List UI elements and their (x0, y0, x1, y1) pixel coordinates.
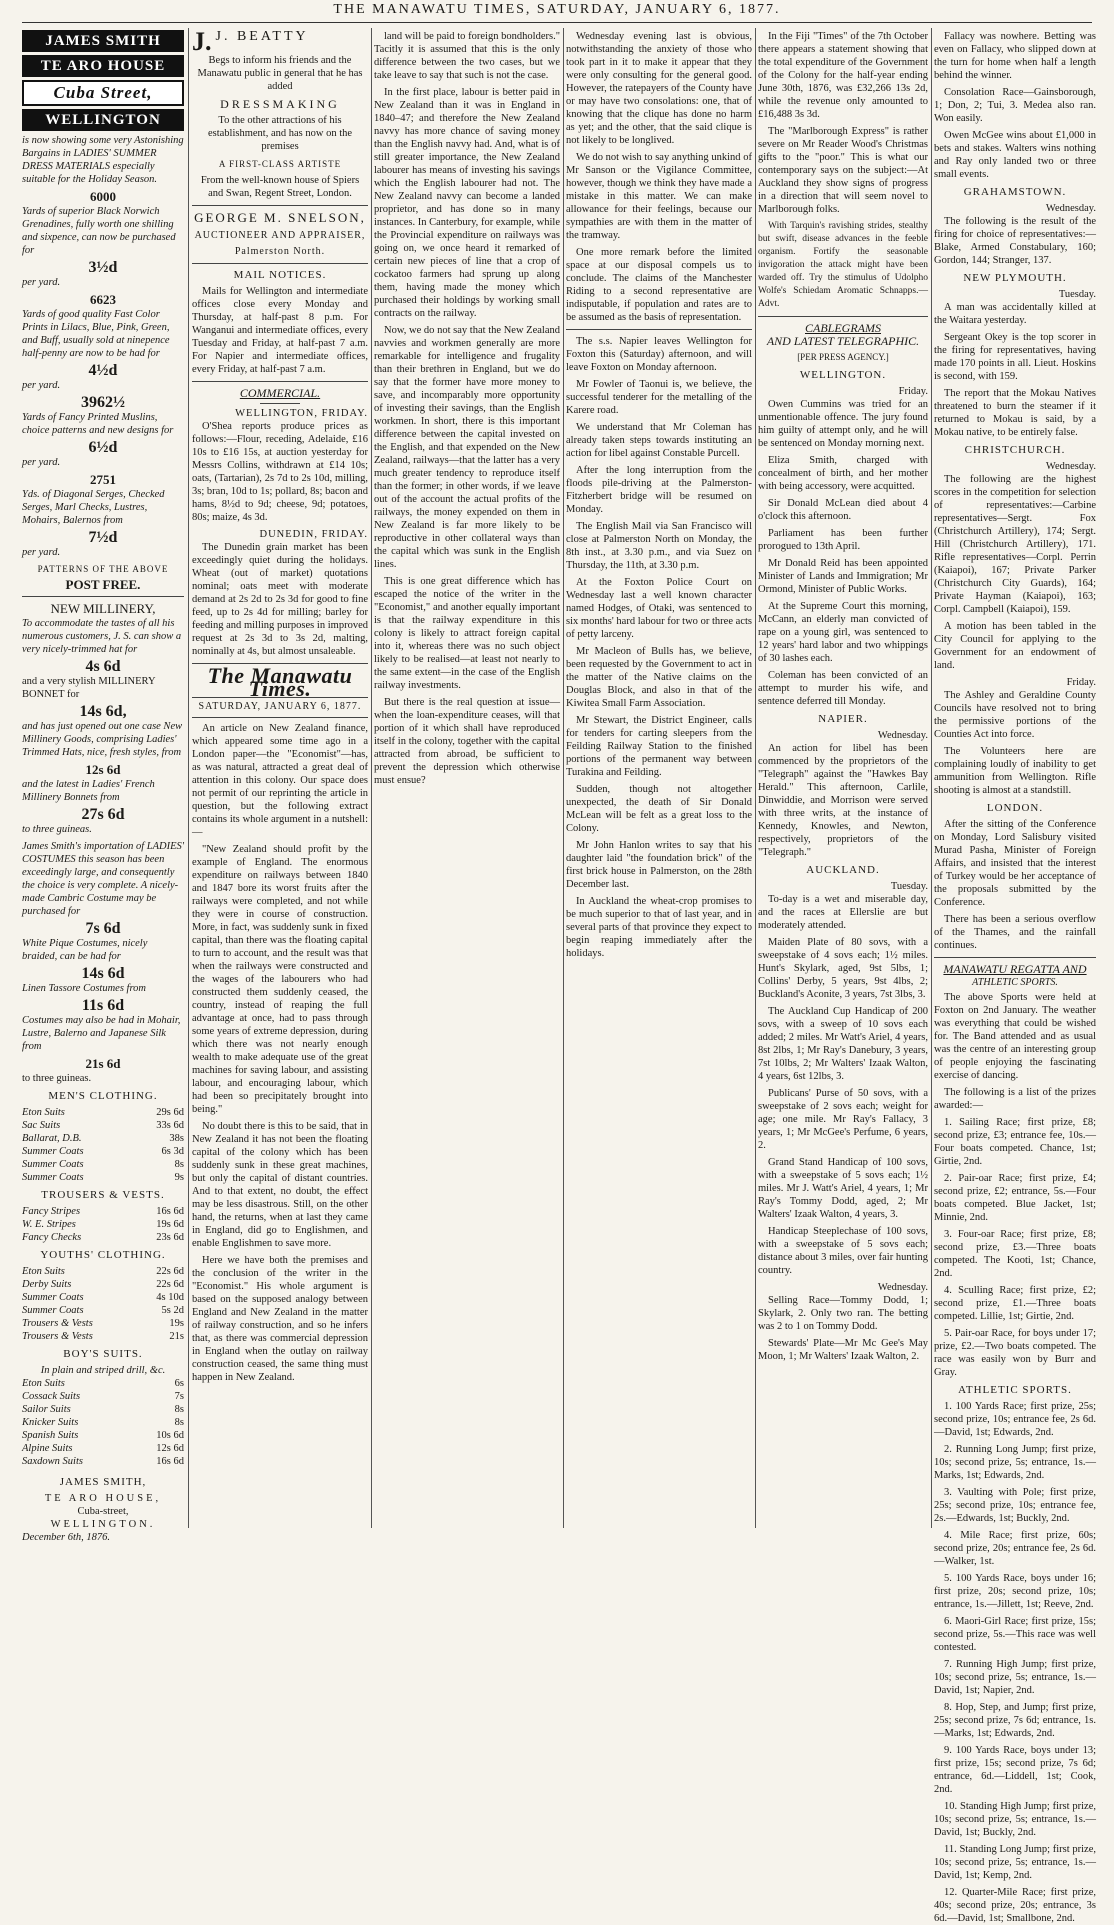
result-item: 1. Sailing Race; first prize, £8; second prize, £3; entrance fee, 10s.—Four boats competed. Chance, 1st; Girtie, 2nd. (934, 1117, 1096, 1167)
cable-heading: CABLEGRAMS (805, 321, 881, 335)
price-value: 6s (174, 1378, 184, 1389)
beatty-text: From the well-known house of Spiers and Swan, Regent Street, London. (200, 175, 360, 199)
sports-list (934, 1400, 1096, 1925)
telegram: The following is the result of the firing for choice of representatives:—Blake, Armed Constabulary, 160; Gordon, 144; Stranger, 137. (934, 216, 1096, 266)
price-row (22, 1377, 184, 1390)
price-row (22, 1442, 184, 1455)
price-row (22, 1171, 184, 1184)
telegram: Sir Donald McLean died about 4 o'clock this afternoon. (758, 498, 928, 522)
ad-description: Yards of good quality Fast Color Prints in Lilacs, Blue, Pink, Green, and Buff, usually sold at ninepence half-penny are now to be had for (22, 309, 170, 359)
news-item: Mr Stewart, the District Engineer, calls for tenders for carting sleepers from the Feilding Railway Station to the finished portions of the permanent way between Turakina and Feilding. (566, 715, 752, 778)
ad-post-free: POST FREE. (65, 577, 141, 592)
ad-millinery-desc: and a very stylish MILLINERY BONNET for (22, 676, 156, 700)
divider (22, 596, 184, 597)
price-value: 6s 3d (161, 1146, 184, 1157)
telegram: Publicans' Purse of 50 sovs, with a sweepstake of 2 sovs each; weight for age; one mile. Mr Ray's Fallacy, 3 years, 1; Mr McGee's Perfume, 6 years, 2. (758, 1088, 928, 1151)
divider (192, 381, 368, 382)
price-row (22, 1403, 184, 1416)
telegram: A motion has been tabled in the City Council for applying to the Government for an endowment of land. (934, 621, 1096, 671)
place-heading: CHRISTCHURCH. (964, 444, 1066, 456)
ad-intro: is now showing some very Astonishing Bargains in LADIES' SUMMER DRESS MATERIALS especially suitable for the Holiday Season. (22, 135, 184, 185)
column-advertisement (22, 30, 184, 1543)
price-value: 9s (174, 1172, 184, 1183)
result-item: 3. Vaulting with Pole; first prize, 25s; second prize, 10s; entrance fee, 2s.—Edwards, 1st; Buckly, 2nd. (934, 1487, 1096, 1524)
cable-heading: AND LATEST TELEGRAPHIC. (766, 334, 920, 348)
price-item: Spanish Suits (22, 1430, 79, 1441)
price-row (22, 1218, 184, 1231)
telegram: Coleman has been convicted of an attempt to murder his wife, and sentence deferred till Monday. (758, 670, 928, 707)
dateline: Friday. (1066, 677, 1096, 688)
price-row (22, 1455, 184, 1468)
ad-quantity: 3962½ (81, 394, 125, 411)
price-item: Sac Suits (22, 1120, 61, 1131)
leader-text: In the first place, labour is better paid in New Zealand than it was in England in 1840–47; and therefore the New Zealand navvy has more chance of saving money than the English navvy had. And, what is of still greater importance, the New Zealand labourer has means of investing his savings which the English labourer had not. The New Zealand navvy can become a landed proprietor, and has done so in many instances. In Canterbury, for example, while the Provincial expenditure on railways was going on, we once heard it remarked of certain new pieces of line that a crop of cockatoo farmers had sprung up along them, having made the money which purchased their holdings by working small contracts on the railway. (374, 87, 560, 319)
telegram: Eliza Smith, charged with concealment of birth, and her mother with being accessory, were acquitted. (758, 455, 928, 492)
news-item: The s.s. Napier leaves Wellington for Foxton this (Saturday) afternoon, and will leave Foxton on Monday afternoon. (566, 336, 752, 373)
beatty-text: To the other attractions of his establishment, and has now on the premises (207, 115, 353, 152)
beatty-heading: DRESSMAKING (220, 97, 340, 111)
regatta-heading: MANAWATU REGATTA AND (943, 962, 1087, 976)
column-rule (371, 28, 372, 1528)
price-value: 7s (174, 1391, 184, 1402)
leader-text: No doubt there is this to be said, that in New Zealand it has not been the floating capital of the colony which has been suddenly sunk in these great machines, but only the capital of distant countries. And to that extent, no doubt, the effect may be less disastrous. Still, on the other hand, the returns, when at last they came in England, did go to Englishmen, and enable Englishmen to save more. (192, 1121, 368, 1249)
column-2 (192, 27, 368, 1528)
price-item: Eton Suits (22, 1107, 65, 1118)
divider (192, 205, 368, 206)
ad-footer-street: Cuba-street, (77, 1506, 129, 1517)
ad-price: 21s 6d (85, 1056, 121, 1071)
news-item: Mr Fowler of Taonui is, we believe, the successful tenderer for the metalling of the Karere road. (566, 379, 752, 416)
price-list-subheading: In plain and striped drill, &c. (40, 1365, 166, 1376)
regatta-text: The following is a list of the prizes awarded:— (934, 1087, 1096, 1111)
prize-list (934, 1116, 1096, 1379)
price-value: 12s 6d (156, 1443, 184, 1454)
dateline: WELLINGTON, FRIDAY. (235, 408, 368, 419)
price-list-heading: YOUTHS' CLOTHING. (40, 1249, 166, 1261)
ad-millinery-desc: To accommodate the tastes of all his numerous customers, J. S. can show a very nicely-trimmed hat for (22, 618, 182, 655)
price-value: 8s (174, 1417, 184, 1428)
place-heading: NEW PLYMOUTH. (963, 272, 1067, 284)
ad-costumes-desc: White Pique Costumes, nicely braided, can be had for (22, 938, 148, 962)
snelson-title: AUCTIONEER AND APPRAISER, (194, 230, 366, 241)
ad-footer-city: WELLINGTON. (50, 1519, 156, 1530)
ad-banner-house: TE ARO HOUSE (22, 55, 184, 77)
masthead-rule (22, 22, 1092, 23)
paper-title: The Manawatu Times. (207, 663, 353, 701)
telegram: An action for libel has been commenced by the proprietors of the "Telegraph" against the "Hawkes Bay Herald." This afternoon, Carlile, Dinwiddie, and Morrison were served with three writs, at the instance of Kennedy, Knowles, and Newton, respectively, proprietors of the "Telegraph." (758, 743, 928, 858)
result-item: 2. Pair-oar Race; first prize, £4; second prize, £2; entrance, 5s.—Four boats competed. Blue Jacket, 1st; Minnie, 2nd. (934, 1173, 1096, 1223)
price-list-mens (22, 1106, 184, 1184)
price-item: Eton Suits (22, 1378, 65, 1389)
news-item: After the long interruption from the floods pile-driving at the Palmerston-Fitzherbert bridge will be resumed on Monday. (566, 465, 752, 515)
telegram: The Auckland Cup Handicap of 200 sovs, with a sweep of 10 sovs each added; 2 miles. Mr Watt's Ariel, 4 years, 8st 2lbs, 1; Mr Ray's Danebury, 3 years, 7st 10lbs, 2; Mr Walters' Izaak Walton, 4 years, 6st 12lbs, 3. (758, 1006, 928, 1082)
news-item: At the Foxton Police Court on Wednesday last a well known character named Hodges, of Otaki, was sentenced to six months' hard labour for two or three acts of petty larceny. (566, 577, 752, 640)
masthead: THE MANAWATU TIMES, SATURDAY, JANUARY 6, 1877. (333, 2, 781, 17)
divider (192, 717, 368, 718)
leader-text: One more remark before the limited space at our disposal compels us to conclude. The claims of the Manchester Riding to a second representative are indisputable, if population and rates are to be assumed as the basis of representation. (566, 247, 752, 323)
price-list-heading: BOY'S SUITS. (63, 1348, 143, 1360)
result-item: 5. 100 Yards Race, boys under 16; first prize, 20s; second prize, 10s; entrance, 1s.—Jillett, 1st; Reeve, 2nd. (934, 1573, 1096, 1610)
divider (758, 316, 928, 317)
leader-text: Here we have both the premises and the conclusion of the writer in the "Economist." His whole argument is based on the supposed analogy between England and New Zealand in the matter of railway construction, and so he infers that, as there was commercial depression in England when the outlay on railway construction ceased, the same thing must happen in New Zealand. (192, 1255, 368, 1383)
telegram: Sergeant Okey is the top scorer in the firing for representatives, having made 170 points in all. Lieut. Hoskins is second, with 159. (934, 332, 1096, 382)
beatty-name: J. J. BEATTY (192, 27, 309, 56)
place-heading: LONDON. (986, 802, 1044, 814)
dateline: Wednesday. (1045, 203, 1096, 214)
price-item: Saxdown Suits (22, 1456, 83, 1467)
ad-price: 11s 6d (81, 997, 125, 1014)
telegram: The Volunteers here are complaining loudly of inability to get ammunition from Wellington. Rifle shooting is almost at a standstill. (934, 746, 1096, 796)
price-item: Alpine Suits (22, 1443, 73, 1454)
ad-banner-street: Cuba Street, (22, 80, 184, 106)
leader-text: An article on New Zealand finance, which appeared some time ago in a London paper—the "Economist"—has, as was natural, attracted a great deal of attention in this colony. Our space does not permit of our reprinting the article in question, but the following extract contains its whole argument in a nutshell:— (192, 723, 368, 838)
price-item: Summer Coats (22, 1172, 84, 1183)
telegram: Fallacy was nowhere. Betting was even on Fallacy, who slipped down at the turn for home when half a length behind the winner. (934, 31, 1096, 81)
price-list-heading: TROUSERS & VESTS. (41, 1189, 165, 1201)
price-row (22, 1291, 184, 1304)
price-value: 23s 6d (156, 1232, 184, 1243)
divider (934, 957, 1096, 958)
news-item: Mr John Hanlon writes to say that his daughter laid "the foundation brick" of the first brick house in Palmerston, on the 28th December last. (566, 840, 752, 890)
snelson-place: Palmerston North. (234, 246, 326, 257)
news-item: In Auckland the wheat-crop promises to be much superior to that of last year, and in several parts of that province they expect to begin reaping immediately after the holidays. (566, 896, 752, 959)
result-item: 10. Standing High Jump; first prize, 10s; second prize, 5s; entrance, 1s.—David, 1st; Buckly, 2nd. (934, 1801, 1096, 1838)
telegram: Mr Donald Reid has been appointed Minister of Lands and Immigration; Mr Ormond, Minister of Public Works. (758, 558, 928, 595)
price-item: Summer Coats (22, 1159, 84, 1170)
dateline: DUNEDIN, FRIDAY. (259, 529, 368, 540)
price-item: Trousers & Vests (22, 1331, 93, 1342)
ad-price: 14s 6d (81, 965, 125, 982)
price-item: Ballarat, D.B. (22, 1133, 82, 1144)
divider (192, 263, 368, 264)
price-row (22, 1278, 184, 1291)
ad-costumes-desc: Costumes may also be had in Mohair, Lustre, Balerno and Japanese Silk from (22, 1015, 181, 1052)
telegram: At the Supreme Court this morning, McCann, an elderly man convicted of rape on a young girl, was sentenced to 12 years' hard labor and two whippings of 30 lashes each. (758, 601, 928, 664)
athletic-heading: ATHLETIC SPORTS. (958, 1384, 1072, 1396)
ad-price: 3½d (88, 259, 118, 276)
ad-unit: per yard. (22, 457, 61, 468)
dateline: Friday. (898, 386, 928, 397)
price-value: 8s (174, 1159, 184, 1170)
price-row (22, 1119, 184, 1132)
ad-costumes-desc: to three guineas. (22, 1073, 92, 1084)
beatty-text: Begs to inform his friends and the Manawatu public in general that he has added (197, 55, 363, 92)
telegram: There has been a serious overflow of the Thames, and the rainfall continues. (934, 914, 1096, 951)
ad-price: 4s 6d (85, 658, 121, 675)
price-row (22, 1106, 184, 1119)
price-item: Eton Suits (22, 1266, 65, 1277)
telegram: Handicap Steeplechase of 100 sovs, with a sweepstake of 5 sovs each; distance about 3 miles, over fair hunting country. (758, 1226, 928, 1276)
telegram: The report that the Mokau Natives threatened to burn the steamer if it returned to Mokau is said, by a Mokau native, to be entirely false. (934, 388, 1096, 438)
price-value: 33s 6d (156, 1120, 184, 1131)
dateline: Tuesday. (890, 881, 928, 892)
price-row (22, 1158, 184, 1171)
result-item: 11. Standing Long Jump; first prize, 10s; second prize, 5s; entrance, 1s.—David, 1st; Kemp, 2nd. (934, 1844, 1096, 1881)
ad-price: 7½d (88, 529, 118, 546)
price-value: 16s 6d (156, 1206, 184, 1217)
commercial-text: The Dunedin grain market has been exceedingly quiet during the holidays. Wheat (out of market) quotations nominal; oats meet with moderate demand at 2s 2d to 2s 3d for good to fine feed, up to 2s 4d for milling; barley for feeding and milling purposes in improved request at 2s 3d to 3s 2d, malting, nominally at 4s, but almost unsaleable. (192, 542, 368, 657)
telegram: Owen McGee wins about £1,000 in bets and stakes. Walters wins nothing and Ray only landed two or three small events. (934, 130, 1096, 180)
place-heading: NAPIER. (818, 713, 868, 725)
ad-millinery-head: NEW MILLINERY, (50, 601, 156, 616)
ad-unit: per yard. (22, 380, 61, 391)
price-value: 5s 2d (161, 1305, 184, 1316)
result-item: 6. Maori-Girl Race; first prize, 15s; second prize, 5s.—This race was well contested. (934, 1616, 1096, 1653)
price-row (22, 1317, 184, 1330)
price-row (22, 1132, 184, 1145)
telegram: After the sitting of the Conference on Monday, Lord Salisbury visited Murad Pasha, Minister of Foreign Affairs, and insisted that the interest of Turkey would be her acceptance of the proposals submitted by the Conference. (934, 819, 1096, 908)
price-item: Summer Coats (22, 1146, 84, 1157)
leader-text: Now, we do not say that the New Zealand navvies and workmen generally are more remarkable for intelligence and frugality than their brethren in England, but we do say that the former have more money to save, and incomparably more opportunity of investing their savings, than the English workmen. In short, there is this important difference between the capital invested on the English, and that expended on the New Zealand, railways—that the latter has a very much greater tendency to reproduce itself than the former; in other words, if we leave out of the account the actual profits of the railways, the money expended on them in New Zealand is far more likely to be reproductive in other collateral ways than the capital which was sunk in the English lines. (374, 325, 560, 570)
price-list-trousers (22, 1205, 184, 1244)
price-item: Trousers & Vests (22, 1318, 93, 1329)
price-row (22, 1304, 184, 1317)
column-rule (563, 28, 564, 1528)
telegram: Consolation Race—Gainsborough, 1; Don, 2; Tui, 3. Medea also ran. Won easily. (934, 87, 1096, 124)
ad-millinery-desc: to three guineas. (22, 824, 92, 835)
news-item: In the Fiji "Times" of the 7th October there appears a statement showing that the total expenditure of the Government of the Colony for the half-year ending June 30th, 1876, was £32,266 13s 2d, while the revenue only amounted to £16,488 3s 3d. (758, 31, 928, 120)
paper-date: SATURDAY, JANUARY 6, 1877. (198, 701, 362, 712)
price-row (22, 1265, 184, 1278)
dateline: Tuesday. (1058, 289, 1096, 300)
leader-text: "New Zealand should profit by the example of England. The enormous expenditure on railways between 1840 and 1847 bore its worst fruits after the railways were completed, and not while they were in course of construction. More, in fact, was suddenly sunk in fixed capital, than there was the floating capital to turn to account, and the result was that when the railways were constructed and the wages of the labourers who had constructed them suddenly ceased, the country, instead of reaping the full advantage at once, had to pass through some years of extreme depression, during which there was not nearly enough wealth to make adequate use of the great machines for saving labour, and assisting labour, and encouraging labour, which had been so precipitately brought into being." (192, 844, 368, 1115)
ad-price: 7s 6d (85, 920, 121, 937)
commercial-heading: COMMERCIAL. (239, 386, 321, 400)
telegram: Stewards' Plate—Mr Mc Gee's May Moon, 1; Mr Walters' Izaak Walton, 2. (758, 1338, 928, 1362)
leader-text: We do not wish to say anything unkind of Mr Sanson or the Vigilance Committee, however, though we think they have made a mistake in this matter. We can make allowance for their feelings, because our sympathies are with them in the matter of the tramway. (566, 152, 752, 241)
column-rule (755, 28, 756, 1528)
leader-text: This is one great difference which has escaped the notice of the writer in the "Economist," and another equally important is that the railway expenditure in this colony is likely to attract foreign capital into it, whereas there was no such object likely to be realised—at least not nearly to the same extent—in the case of the English railway investments. (374, 576, 560, 691)
price-row (22, 1429, 184, 1442)
divider (566, 329, 752, 330)
price-value: 22s 6d (156, 1279, 184, 1290)
ad-footer-date: December 6th, 1876. (22, 1532, 111, 1543)
snelson-name: GEORGE M. SNELSON, (194, 210, 366, 225)
telegram: Grand Stand Handicap of 100 sovs, with a sweepstake of 5 sovs each; 1½ miles. Mr J. Watt's Ariel, 4 years, 1; Mr Ray's Tommy Dodd, aged, 2; Mr Walters' Izaak Walton, 4 years, 3. (758, 1157, 928, 1220)
price-item: Sailor Suits (22, 1404, 71, 1415)
place-heading: AUCKLAND. (806, 864, 880, 876)
telegram: Parliament has been further prorogued to 13th April. (758, 528, 928, 552)
column-3 (374, 30, 560, 1528)
price-list-boys (22, 1377, 184, 1468)
result-item: 1. 100 Yards Race; first prize, 25s; second prize, 10s; entrance fee, 2s 6d.—David, 1st; Edwards, 2nd. (934, 1401, 1096, 1438)
result-item: 7. Running High Jump; first prize, 10s; second prize, 5s; entrance, 1s.—David, 1st; Napier, 2nd. (934, 1659, 1096, 1696)
price-item: Cossack Suits (22, 1391, 81, 1402)
ad-banner-city: WELLINGTON (22, 109, 184, 131)
ad-price: 12s 6d (85, 762, 121, 777)
place-heading: GRAHAMSTOWN. (963, 186, 1067, 198)
result-item: 4. Sculling Race; first prize, £2; second prize, £1.—Three boats competed. Lillie, 1st; Girtie, 2nd. (934, 1285, 1096, 1322)
leader-text: Wednesday evening last is obvious, notwithstanding the anxiety of those who took part in it to make it appear that they were only consulting for the general good. However, the ratepayers of the County have or may have two consolations: one, that of knowing that the clique has done no harm as yet; and the other, that the said clique is not likely to be longlived. (566, 31, 752, 146)
column-rule (931, 28, 932, 1528)
ad-patterns: PATTERNS OF THE ABOVE (37, 564, 169, 574)
price-item: Fancy Checks (22, 1232, 82, 1243)
price-row (22, 1145, 184, 1158)
price-item: Summer Coats (22, 1305, 84, 1316)
result-item: 4. Mile Race; first prize, 60s; second prize, 20s; entrance fee, 2s 6d.—Walker, 1st. (934, 1530, 1096, 1567)
news-item: Mr Macleon of Bulls has, we believe, been requested by the Government to act in the matter of the Native claims on the Douglas Block, and also in that of the Kiwitea Small Farm Association. (566, 646, 752, 709)
price-list-heading: MEN'S CLOTHING. (48, 1090, 158, 1102)
telegram: Owen Cummins was tried for an unmentionable offence. The jury found him guilty of attempt only, and he will be sentenced on Monday morning next. (758, 399, 928, 449)
ad-quantity: 2751 (90, 472, 116, 487)
ad-unit: per yard. (22, 277, 61, 288)
telegram: The following are the highest scores in the competition for selection of representatives:—Carbine representatives—Sergt. Fox (Christchurch Artillery), 174; Sergt. Hill (Christchurch Artillery), 171. Rifle representatives—Corpl. Perrin (Kaiapoi), 167; Private Parker (Christchurch City Guards), 164; Private Hayman (Kaiapoi), 163; Corpl. Campbell (Kaiapoi), 159. (934, 474, 1096, 615)
price-list-youths (22, 1265, 184, 1343)
result-item: 3. Four-oar Race; first prize, £8; second prize, £3.—Three boats competed. The Kooti, 1st; Chance, 2nd. (934, 1229, 1096, 1279)
advertisement-text: With Tarquin's ravishing strides, stealthy but swift, disease advances in the feeble organism. Fortify the seasonable invigoration the attack might have been warded off. Try the stimulus of Udolpho Wolfe's Schiedam Aromatic Schnapps.—Advt. (758, 221, 928, 309)
price-value: 8s (174, 1404, 184, 1415)
ad-footer-name: JAMES SMITH, (59, 1476, 147, 1488)
ad-price: 4½d (88, 362, 118, 379)
ad-costumes-desc: James Smith's importation of LADIES' COSTUMES this season has been exceedingly large, and consequently the choice is very complete. A nicely-made Cambric Costume may be purchased for (22, 841, 184, 917)
dateline: Wednesday. (1045, 461, 1096, 472)
ad-description: Yards of Fancy Printed Muslins, choice patterns and new designs for (22, 412, 174, 436)
column-6 (934, 30, 1096, 1924)
price-value: 22s 6d (156, 1266, 184, 1277)
mail-heading: MAIL NOTICES. (233, 269, 327, 281)
mail-text: Mails for Wellington and intermediate offices close every Monday and Thursday, at half-past 8 p.m. For Wanganui and intermediate offices, every Tuesday and Friday, at half-past 7 a.m. For Napier and intermediate offices, every Friday, at half-past 7 a.m. (192, 286, 368, 375)
ad-price: 27s 6d (81, 806, 125, 823)
ad-unit: per yard. (22, 547, 61, 558)
ad-quantity: 6623 (90, 292, 116, 307)
leader-text: land will be paid to foreign bondholders." Tacitly it is assumed that this is the only difference between the two cases, but we take leave to say that such is not the case. (374, 31, 560, 81)
regatta-subheading: ATHLETIC SPORTS. (972, 977, 1058, 988)
price-value: 16s 6d (156, 1456, 184, 1467)
leader-text: But there is the real question at issue—when the loan-expenditure ceases, will that portion of it which shall have reproduced itself in the colony, together with the capital attracted from abroad, be sufficient to prevent the depression which otherwise must ensue? (374, 697, 560, 786)
ad-millinery-desc: and the latest in Ladies' French Millinery Bonnets from (22, 779, 155, 803)
price-value: 29s 6d (156, 1107, 184, 1118)
price-item: Knicker Suits (22, 1417, 79, 1428)
dateline: Wednesday. (877, 730, 928, 741)
press-agency: [PER PRESS AGENCY.] (797, 352, 889, 362)
news-item: The English Mail via San Francisco will close at Palmerston North on Monday, the 8th inst., at 3.30 p.m., and via Suez on Thursday, the 11th, at 3.30 p.m. (566, 521, 752, 571)
price-row (22, 1390, 184, 1403)
price-value: 10s 6d (156, 1430, 184, 1441)
ad-costumes-desc: Linen Tassore Costumes from (22, 983, 146, 994)
telegram: The Ashley and Geraldine County Councils have resolved not to bring the permissive portions of the Counties Act into force. (934, 690, 1096, 740)
price-value: 38s (169, 1133, 184, 1144)
ad-footer-house: TE ARO HOUSE, (44, 1493, 162, 1504)
ad-description: Yds. of Diagonal Serges, Checked Serges, Marl Checks, Lustres, Mohairs, Balernos from (22, 489, 165, 526)
price-item: W. E. Stripes (22, 1219, 76, 1230)
news-item: We understand that Mr Coleman has already taken steps towards instituting an action for libel against Constable Purcell. (566, 422, 752, 459)
ad-price: 6½d (88, 439, 118, 456)
dateline: Wednesday. (877, 1282, 928, 1293)
place-heading: WELLINGTON. (799, 369, 887, 381)
commercial-text: O'Shea reports produce prices as follows:—Flour, receding, Adelaide, £16 10s to £16 15s, at auction yesterday for Messrs Collins, withdrawn at £14 10s; oats, (Tartarian), 2s 7d to 2s 10d, milling, 3s; bran, 10d to 1s; pollard, 8s; bacon and hams, 8½d to 9d; cheese, 9d; potatoes, 80s; maize, 4s 3d. (192, 421, 368, 523)
result-item: 8. Hop, Step, and Jump; first prize, 25s; second prize, 7s 6d; entrance, 1s.—Marks, 1st; Edwards, 2nd. (934, 1702, 1096, 1739)
price-value: 4s 10d (156, 1292, 184, 1303)
column-4 (566, 30, 752, 1528)
result-item: 2. Running Long Jump; first prize, 10s; second prize, 5s; entrance, 1s.—Marks, 1st; Edwards, 2nd. (934, 1444, 1096, 1481)
ad-quantity: 6000 (90, 189, 116, 204)
telegram: Selling Race—Tommy Dodd, 1; Skylark, 2. Only two ran. The betting was 2 to 1 on Tommy Dodd. (758, 1295, 928, 1332)
telegram: To-day is a wet and miserable day, and the races at Ellerslie are but moderately attended. (758, 894, 928, 931)
price-item: Fancy Stripes (22, 1206, 81, 1217)
beatty-artiste: A FIRST-CLASS ARTISTE (218, 159, 342, 169)
result-item: 5. Pair-oar Race, for boys under 17; prize, £2.—Two boats competed. The race was easily won by Burr and Gray. (934, 1328, 1096, 1378)
price-item: Derby Suits (22, 1279, 72, 1290)
column-rule (188, 28, 189, 1528)
price-row (22, 1416, 184, 1429)
column-5 (758, 30, 928, 1528)
price-value: 19s (169, 1318, 184, 1329)
news-item: Sudden, though not altogether unexpected, the death of Sir Donald McLean will be felt as a great loss to the Colony. (566, 784, 752, 834)
price-row (22, 1330, 184, 1343)
news-item: The "Marlborough Express" is rather severe on Mr Reader Wood's Christmas gifts to the "poor." This is what our contemporary says on the subject:—At Auckland they show signs of progress in a direction that will seem novel to Marlborough folks. (758, 126, 928, 215)
price-value: 21s (169, 1331, 184, 1342)
regatta-text: The above Sports were held at Foxton on 2nd January. The weather was everything that could be wished for. The Band attended and as usual was the centre of an interesting group of people enjoying the fascinating exercise of dancing. (934, 992, 1096, 1081)
price-row (22, 1205, 184, 1218)
telegram: Maiden Plate of 80 sovs, with a sweepstake of 4 sovs each; 1½ miles. Hunt's Skylark, aged, 9st 5lbs, 1; Collins' Derby, 5 years, 9st 4lbs, 2; Buckland's Aconite, 3 years, 7st 3lbs, 3. (758, 937, 928, 1000)
price-row (22, 1231, 184, 1244)
ad-millinery-desc: and has just opened out one case New Millinery Goods, comprising Ladies' Trimmed Hats, nice, fresh styles, from (22, 721, 183, 758)
result-item: 9. 100 Yards Race, boys under 13; first prize, 15s; second prize, 7s 6d; entrance, 6d.—Liddell, 1st; Cook, 2nd. (934, 1745, 1096, 1795)
ad-banner-name: JAMES SMITH (22, 30, 184, 52)
result-item: 12. Quarter-Mile Race; first prize, 40s; second prize, 20s; entrance, 3s 6d.—David, 1st; Smallbone, 2nd. (934, 1887, 1096, 1924)
price-value: 19s 6d (156, 1219, 184, 1230)
ad-description: Yards of superior Black Norwich Grenadines, fully worth one shilling and sixpence, can now be purchased for (22, 206, 176, 256)
ad-price: 14s 6d, (79, 703, 127, 720)
telegram: A man was accidentally killed at the Waitara yesterday. (934, 302, 1096, 326)
price-item: Summer Coats (22, 1292, 84, 1303)
